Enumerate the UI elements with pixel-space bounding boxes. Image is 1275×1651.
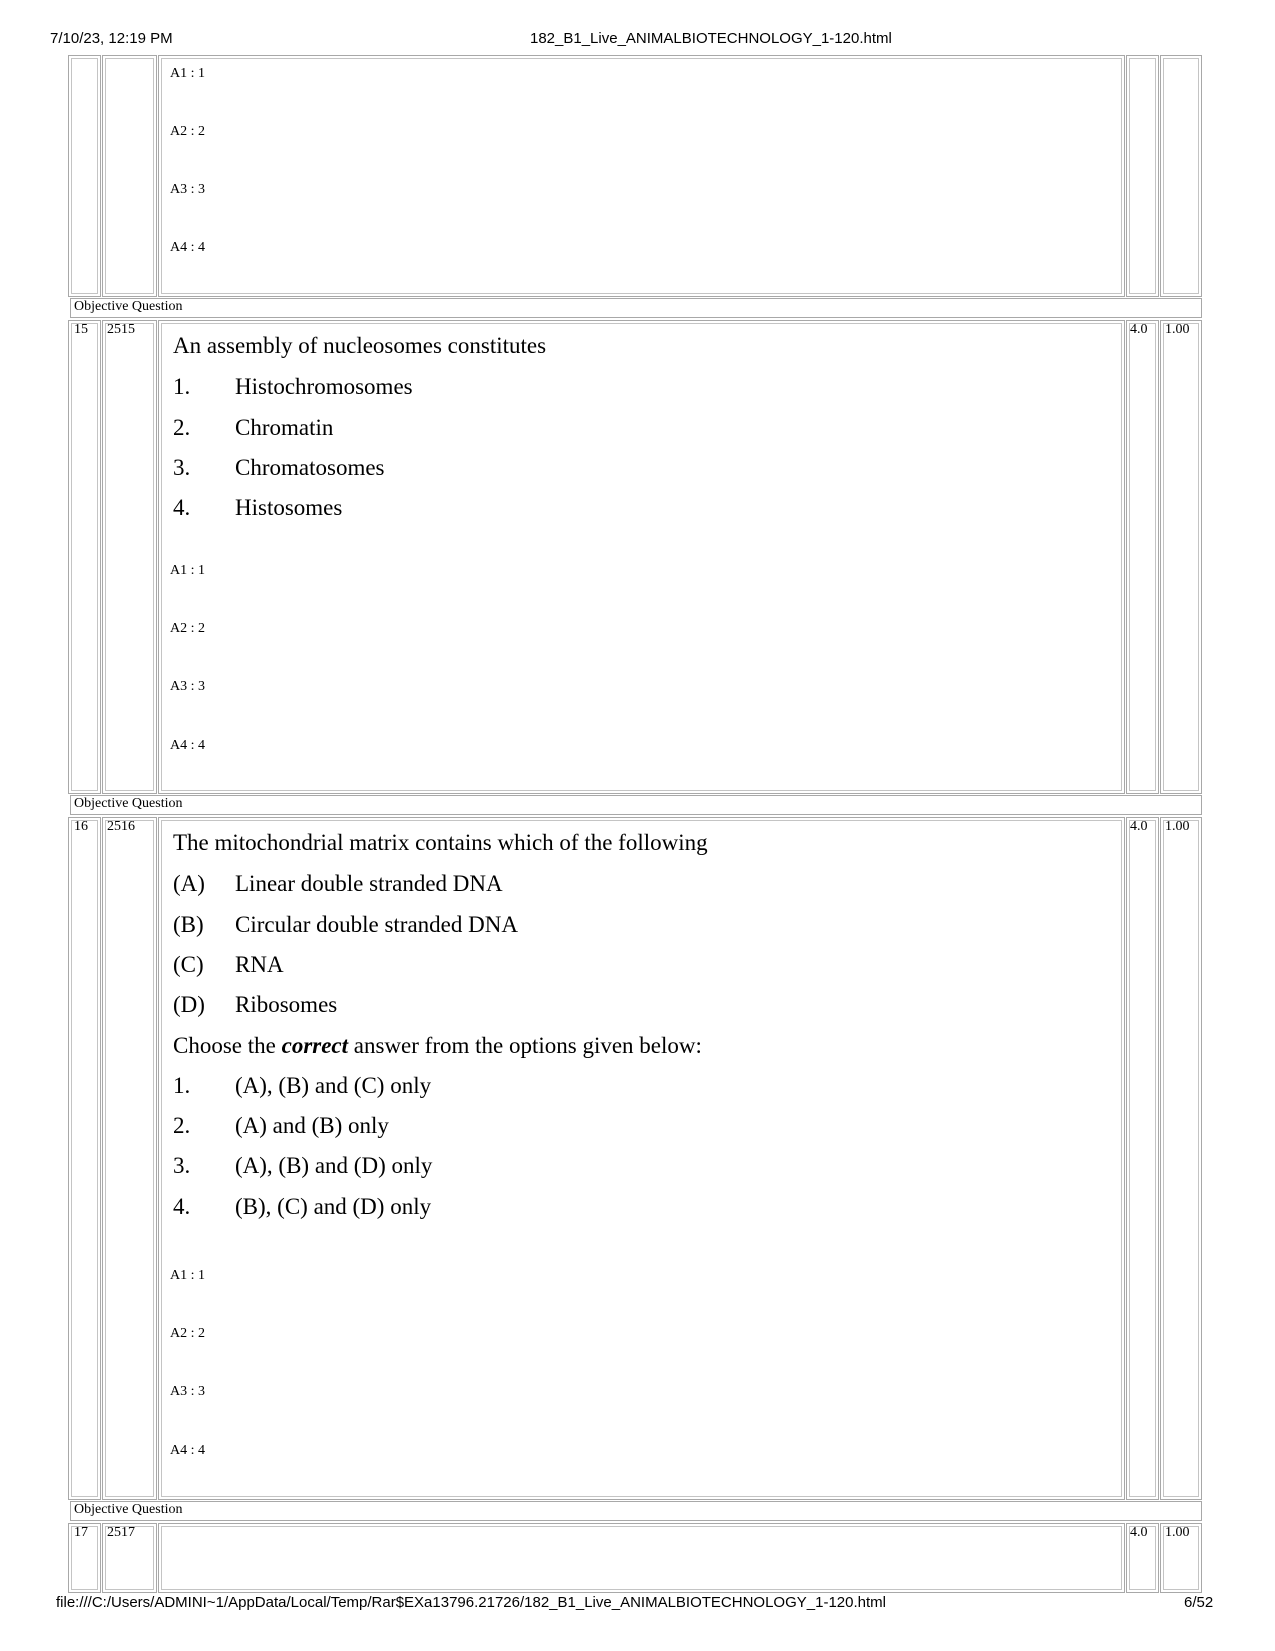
q16-option-2: (A) and (B) only: [235, 1113, 389, 1138]
q17-qid: 2517: [107, 1525, 135, 1540]
q15-qid-cell: [102, 320, 157, 794]
q17-question-cell: [158, 1523, 1125, 1593]
section-label-q16: Objective Question: [74, 796, 183, 811]
prev-negative-cell: [1160, 55, 1202, 297]
q17-sno: 17: [74, 1525, 88, 1540]
q16-choose-pre: Choose the: [173, 1033, 282, 1058]
q16-answer-4: A4 : 4: [170, 1443, 205, 1458]
prev-answer-2: A2 : 2: [170, 124, 205, 139]
q15-option-1: Histochromosomes: [235, 374, 413, 399]
q16-statement-b: Circular double stranded DNA: [235, 912, 518, 937]
q16-answer-1: A1 : 1: [170, 1268, 205, 1283]
q15-marks-cell: [1126, 320, 1159, 794]
q16-option-2-num: 2.: [173, 1113, 191, 1138]
prev-qid-cell: [102, 55, 157, 297]
prev-sno-cell: [68, 55, 101, 297]
print-file-path: file:///C:/Users/ADMINI~1/AppData/Local/Temp/Rar$EXa13796.21726/182_B1_Live_ANIMALBIOTECHNOLOGY_1-120.html: [56, 1594, 886, 1611]
q15-negative: 1.00: [1165, 322, 1190, 337]
q15-text: An assembly of nucleosomes constitutes: [173, 333, 547, 358]
q16-choose-instruction: [173, 1033, 702, 1059]
q16-option-4: (B), (C) and (D) only: [235, 1194, 432, 1219]
prev-answer-1: A1 : 1: [170, 66, 205, 81]
prev-answer-3: A3 : 3: [170, 182, 205, 197]
q16-statement-d-label: (D): [173, 992, 205, 1017]
q16-statement-a-label: (A): [173, 871, 205, 896]
q16-option-1-num: 1.: [173, 1073, 191, 1098]
q16-sno-cell: [68, 817, 101, 1500]
q15-sno: 15: [74, 322, 88, 337]
q16-negative-cell: [1160, 817, 1202, 1500]
q16-marks-cell: [1126, 817, 1159, 1500]
section-label-q15: Objective Question: [74, 299, 183, 314]
q15-option-3: Chromatosomes: [235, 455, 385, 480]
q16-option-3-num: 3.: [173, 1153, 191, 1178]
q16-marks: 4.0: [1130, 819, 1148, 834]
section-bar-q15: [70, 298, 1202, 318]
q16-choose-post: answer from the options given below:: [348, 1033, 702, 1058]
prev-question-cell: [158, 55, 1125, 297]
q15-option-4-num: 4.: [173, 495, 191, 520]
q15-option-4: Histosomes: [235, 495, 343, 520]
q16-negative: 1.00: [1165, 819, 1190, 834]
print-datetime: 7/10/23, 12:19 PM: [50, 30, 173, 47]
q16-statement-b-label: (B): [173, 912, 204, 937]
q16-answer-3: A3 : 3: [170, 1384, 205, 1399]
q16-qid: 2516: [107, 819, 135, 834]
q15-answer-3: A3 : 3: [170, 679, 205, 694]
q16-option-4-num: 4.: [173, 1194, 191, 1219]
print-page-number: 6/52: [1184, 1594, 1214, 1611]
prev-answer-4: A4 : 4: [170, 240, 205, 255]
q16-statement-c: RNA: [235, 952, 284, 977]
section-label-q17: Objective Question: [74, 1502, 183, 1517]
q16-statement-a: Linear double stranded DNA: [235, 871, 503, 896]
q16-sno: 16: [74, 819, 88, 834]
q15-negative-cell: [1160, 320, 1202, 794]
prev-marks-cell: [1126, 55, 1159, 297]
q17-negative: 1.00: [1165, 1525, 1190, 1540]
q15-option-2-num: 2.: [173, 415, 191, 440]
q16-statement-d: Ribosomes: [235, 992, 338, 1017]
q16-text: The mitochondrial matrix contains which of the following: [173, 830, 708, 855]
q15-option-1-num: 1.: [173, 374, 191, 399]
q16-option-3: (A), (B) and (D) only: [235, 1153, 433, 1178]
section-bar-q17: [70, 1501, 1202, 1521]
q15-qid: 2515: [107, 322, 135, 337]
q15-sno-cell: [68, 320, 101, 794]
q15-answer-1: A1 : 1: [170, 563, 205, 578]
q16-option-1: (A), (B) and (C) only: [235, 1073, 432, 1098]
q15-answer-2: A2 : 2: [170, 621, 205, 636]
q15-option-3-num: 3.: [173, 455, 191, 480]
print-doc-title: 182_B1_Live_ANIMALBIOTECHNOLOGY_1-120.html: [530, 30, 892, 47]
q17-marks: 4.0: [1130, 1525, 1148, 1540]
q16-answer-2: A2 : 2: [170, 1326, 205, 1341]
q16-qid-cell: [102, 817, 157, 1500]
q16-statement-c-label: (C): [173, 952, 204, 977]
q16-choose-emphasis: correct: [281, 1033, 349, 1058]
section-bar-q16: [70, 795, 1202, 815]
q15-marks: 4.0: [1130, 322, 1148, 337]
q15-answer-4: A4 : 4: [170, 738, 205, 753]
q15-option-2: Chromatin: [235, 415, 334, 440]
